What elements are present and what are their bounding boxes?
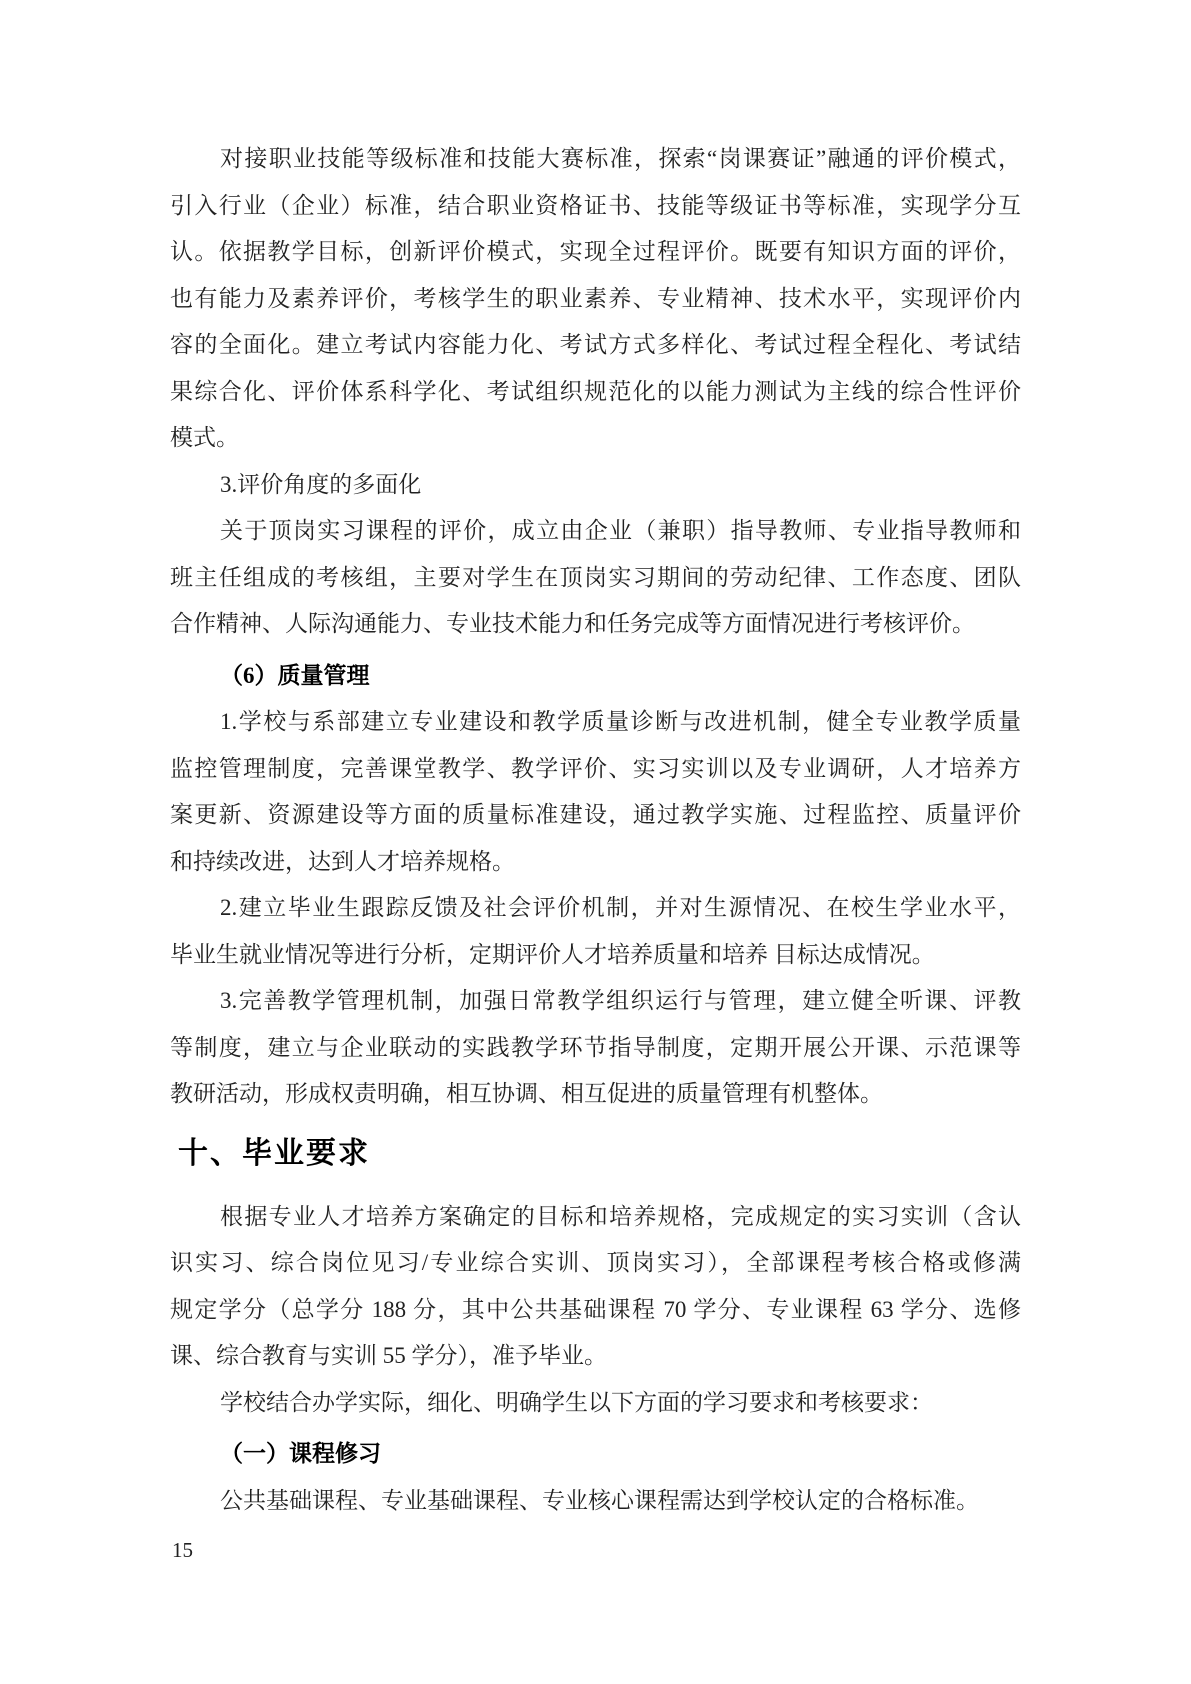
text-line: 对接职业技能等级标准和技能大赛标准，探索“岗课赛证”融通的评价模式， [220, 146, 1021, 171]
text-line: 学校结合办学实际，细化、明确学生以下方面的学习要求和考核要求： [220, 1389, 933, 1415]
text-line: 关于顶岗实习课程的评价，成立由企业（兼职）指导教师、专业指导教师和 [220, 518, 1021, 543]
paragraph-graduation-credits [170, 1194, 1021, 1380]
page-footer [172, 1536, 193, 1564]
paragraph-evaluation-angle-item [170, 462, 1021, 509]
subheading-line: （6）质量管理 [220, 662, 370, 688]
heading-graduation-requirements [178, 1126, 1021, 1182]
text-line: 1.学校与系部建立专业建设和教学质量诊断与改进机制，健全专业教学质量 [220, 709, 1021, 734]
text-line: 规定学分（总学分 188 分，其中公共基础课程 70 学分、专业课程 63 学分、选修 [170, 1296, 1022, 1322]
text-line: 和持续改进，达到人才培养规格。 [170, 848, 515, 874]
text-line: 模式。 [170, 425, 239, 450]
text-line: 根据专业人才培养方案确定的目标和培养规格，完成规定的实习实训（含认 [220, 1203, 1021, 1229]
subheading-line: （一）课程修习 [220, 1441, 381, 1466]
text-line: 案更新、资源建设等方面的质量标准建设，通过教学实施、过程监控、质量评价 [170, 802, 1021, 827]
text-line: 监控管理制度，完善课堂教学、教学评价、实习实训以及专业调研，人才培养方 [170, 755, 1021, 781]
text-line: 合作精神、人际沟通能力、专业技术能力和任务完成等方面情况进行考核评价。 [170, 611, 975, 636]
text-line: 引入行业（企业）标准，结合职业资格证书、技能等级证书等标准，实现学分互 [170, 192, 1021, 218]
subheading-course-study [170, 1431, 1021, 1478]
page-number: 15 [172, 1538, 193, 1562]
text-line: 教研活动，形成权责明确，相互协调、相互促进的质量管理有机整体。 [170, 1081, 883, 1106]
heading-line: 十、毕业要求 [178, 1136, 370, 1170]
paragraph-quality-item-3 [170, 978, 1021, 1118]
paragraph-quality-item-1 [170, 699, 1021, 885]
subheading-quality-management [170, 653, 1021, 700]
paragraph-evaluation-model [170, 136, 1021, 462]
paragraph-course-standards [170, 1478, 1021, 1525]
text-line: 3.完善教学管理机制，加强日常教学组织运行与管理，建立健全听课、评教 [220, 988, 1021, 1013]
paragraph-internship-evaluation [170, 508, 1021, 648]
text-line: 毕业生就业情况等进行分析，定期评价人才培养质量和培养 目标达成情况。 [170, 941, 935, 967]
text-line: 3.评价角度的多面化 [220, 471, 422, 497]
document-body [170, 136, 1021, 1524]
text-line: 课、综合教育与实训 55 学分），准予毕业。 [170, 1343, 607, 1368]
text-line: 容的全面化。建立考试内容能力化、考试方式多样化、考试过程全程化、考试结 [170, 332, 1021, 357]
paragraph-quality-item-2 [170, 885, 1021, 978]
text-line: 认。依据教学目标，创新评价模式，实现全过程评价。既要有知识方面的评价， [170, 239, 1021, 264]
text-line: 等制度，建立与企业联动的实践教学环节指导制度，定期开展公开课、示范课等 [170, 1034, 1021, 1060]
text-line: 果综合化、评价体系科学化、考试组织规范化的以能力测试为主线的综合性评价 [170, 378, 1021, 404]
text-line: 2.建立毕业生跟踪反馈及社会评价机制，并对生源情况、在校生学业水平， [220, 895, 1021, 920]
text-line: 公共基础课程、专业基础课程、专业核心课程需达到学校认定的合格标准。 [220, 1487, 979, 1513]
text-line: 班主任组成的考核组，主要对学生在顶岗实习期间的劳动纪律、工作态度、团队 [170, 564, 1021, 590]
text-line: 识实习、综合岗位见习/专业综合实训、顶岗实习），全部课程考核合格或修满 [170, 1250, 1021, 1275]
text-line: 也有能力及素养评价，考核学生的职业素养、专业精神、技术水平，实现评价内 [170, 285, 1021, 311]
paragraph-school-refinement [170, 1380, 1021, 1427]
